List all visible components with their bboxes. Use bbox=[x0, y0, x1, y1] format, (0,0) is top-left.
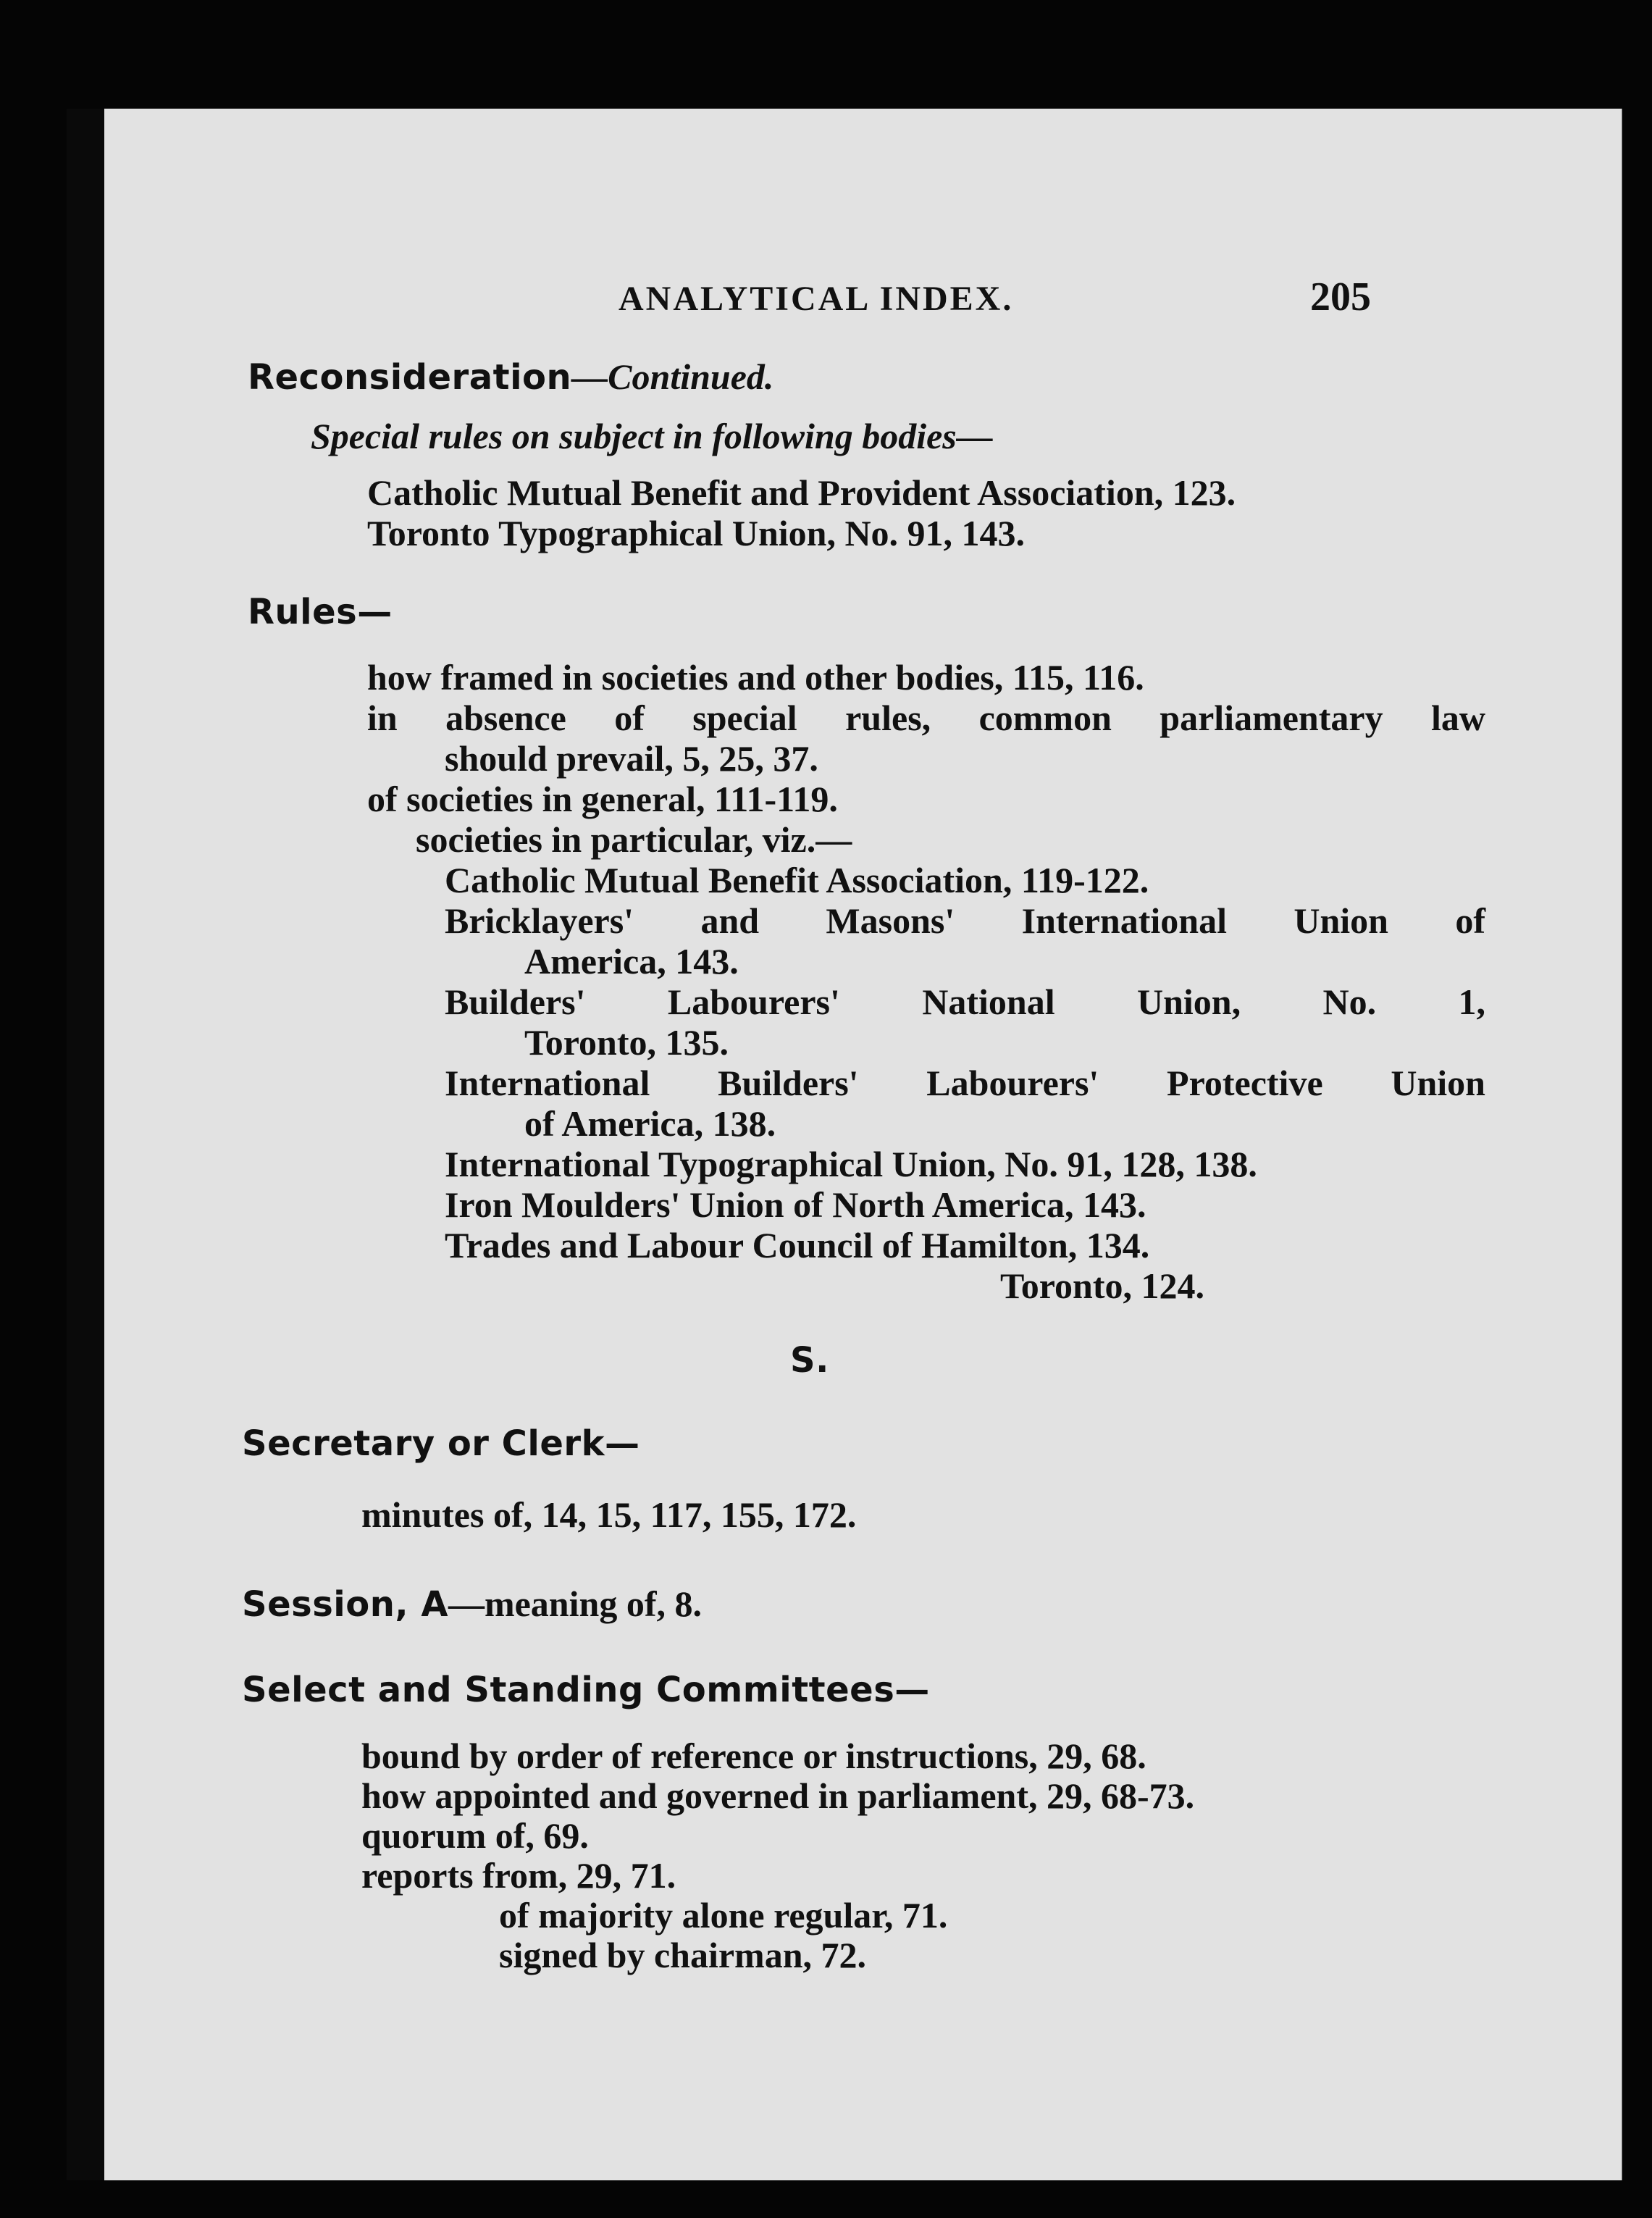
entry-text: —meaning of, 8. bbox=[448, 1583, 702, 1624]
index-line: of America, 138. bbox=[524, 1103, 776, 1144]
entry-heading: Secretary or Clerk— bbox=[242, 1423, 640, 1464]
entry-reconsideration bbox=[248, 356, 773, 398]
subentry-special-rules: Special rules on subject in following bodies— bbox=[311, 416, 993, 456]
index-line: quorum of, 69. bbox=[361, 1815, 589, 1856]
entry-heading: Rules— bbox=[248, 592, 393, 632]
index-line: bound by order of reference or instructions, 29, 68. bbox=[361, 1736, 1146, 1776]
index-line: societies in particular, viz.— bbox=[416, 819, 852, 860]
index-line: International Typographical Union, No. 91, 128, 138. bbox=[445, 1144, 1257, 1184]
index-line: Toronto, 124. bbox=[1000, 1265, 1205, 1306]
index-line: Toronto, 135. bbox=[524, 1022, 729, 1063]
index-line: Bricklayers' and Masons' International Union of bbox=[445, 900, 1485, 941]
index-line: in absence of special rules, common parliamentary law bbox=[367, 698, 1485, 738]
entry-heading: Session, A bbox=[242, 1584, 448, 1625]
page-content bbox=[104, 109, 1622, 2180]
entry-session bbox=[242, 1583, 702, 1625]
entry-heading: Select and Standing Committees— bbox=[242, 1670, 930, 1710]
page-number: 205 bbox=[1310, 275, 1371, 319]
index-line: of societies in general, 111-119. bbox=[367, 779, 838, 819]
index-line: Toronto Typographical Union, No. 91, 143. bbox=[367, 513, 1026, 553]
continued-label: —Continued. bbox=[571, 356, 774, 397]
index-line: how appointed and governed in parliament, 29, 68-73. bbox=[361, 1775, 1195, 1816]
index-line: America, 143. bbox=[524, 941, 739, 982]
section-letter: S. bbox=[790, 1340, 829, 1381]
index-line: International Builders' Labourers' Protective Union bbox=[445, 1063, 1485, 1103]
running-head: ANALYTICAL INDEX. bbox=[619, 280, 1014, 318]
index-line: Catholic Mutual Benefit and Provident Association, 123. bbox=[367, 472, 1236, 513]
index-line: Iron Moulders' Union of North America, 143. bbox=[445, 1184, 1146, 1225]
index-line: Catholic Mutual Benefit Association, 119-122. bbox=[445, 860, 1149, 900]
book-binding bbox=[67, 109, 104, 2180]
book-page bbox=[104, 109, 1622, 2180]
index-line: minutes of, 14, 15, 117, 155, 172. bbox=[361, 1494, 857, 1535]
index-line: signed by chairman, 72. bbox=[499, 1935, 867, 1975]
index-line: of majority alone regular, 71. bbox=[499, 1895, 948, 1935]
index-line: Trades and Labour Council of Hamilton, 134. bbox=[445, 1225, 1150, 1265]
index-line: Builders' Labourers' National Union, No. 1, bbox=[445, 982, 1485, 1022]
index-line: reports from, 29, 71. bbox=[361, 1855, 676, 1896]
index-line: how framed in societies and other bodies, 115, 116. bbox=[367, 657, 1144, 698]
entry-heading: Reconsideration bbox=[248, 357, 572, 398]
index-line: should prevail, 5, 25, 37. bbox=[445, 738, 818, 779]
